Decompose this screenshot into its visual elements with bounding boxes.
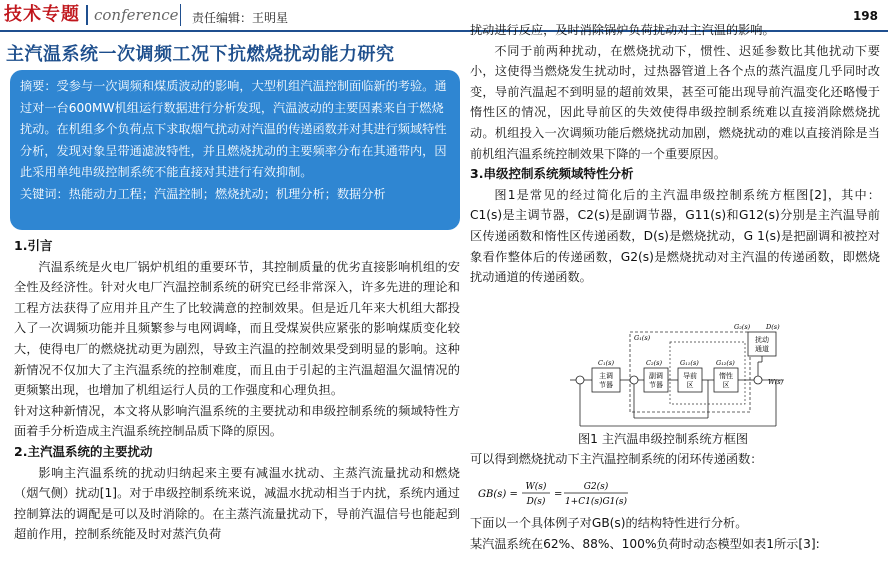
formula-den1: D(s) [526,497,546,507]
right-closing-paragraphs [470,513,880,554]
block-label-disturbance: 扰动 [755,336,769,344]
right-paragraph-6: 某汽温系统在62%、88%、100%负荷时动态模型如表1所示[3]: [470,536,820,551]
right-paragraph-2: 不同于前两种扰动，在燃烧扰动下，惯性、迟延参数比其他扰动下要小，这使得当燃烧发生扰动时，过热器管道上各个点的蒸汽温度几乎同时改变，导前汽温起不到明显的超前效果，甚至可能出现导前汽温变化还略慢于惰性区的情况，因此导前区的失效使得串级控制系统难以直接消除燃烧扰动。机组投入一次调频功能后燃烧扰动加剧，燃烧扰动的难以直接消除是当前机组汽温系统控制效果下降的一个重要原因。 [470,43,880,161]
sum-junction-1 [576,376,584,384]
right-paragraph-5: 下面以一个具体例子对GB(s)的结构特性进行分析。 [470,516,748,530]
figure-caption: 图1 主汽温串级控制系统方框图 [578,432,749,446]
abstract-text: 摘要：受参与一次调频和煤质波动的影响，大型机组汽温控制面临新的考验。通过对一台600MW机组运行数据进行分析发现，汽温波动的主要因素来自于燃烧扰动。在机组多个负荷点下求取烟气扰动对汽温的传递函数并对其进行频域特性分析，发现对象呈带通滤波特性，并且燃烧扰动的主要频率分布在其通带内，因此采用单纯串级控制系统不能直接对其进行有效抑制。 [20,79,447,179]
svg-text:区: 区 [686,381,694,389]
section-2-paragraph-1: 影响主汽温系统的扰动归纳起来主要有减温水扰动、主蒸汽流量扰动和燃烧（烟气侧）扰动[1]。对于串级控制系统来说，减温水扰动相当于内扰，系统内通过控制算法的调配是可以及时消除的。在主蒸汽流量扰动下，导前汽温信号也能起到超前作用，控制系统能及时对蒸汽负荷 [14,465,460,542]
logo-sub-text: conference [94,6,179,24]
block-label-lead-zone: 导前 [683,372,697,380]
label-c2: C₂(s) [646,359,662,367]
label-g11: G₁₁(s) [680,359,699,367]
label-w: W(s) [768,378,784,386]
right-paragraph-4: 可以得到燃烧扰动下主汽温控制系统的闭环传递函数： [470,452,763,466]
formula-lhs: GB(s) = [478,489,518,500]
svg-text:=: = [554,489,563,500]
section-1-paragraph-1: 汽温系统是火电厂锅炉机组的重要环节，其控制质量的优劣直接影响机组的安全性及经济性。针对火电厂汽温控制系统的研究已经非常深入，许多先进的理论和工程方法获得了应用并且产生了比较满意的控制效果。但是近几年来大机组大都投入了一次调频功能并且频繁参与电网调峰，而且受煤炭供应紧张的影响煤质变化较大，使得电厂的燃烧扰动更为剧烈，导致主汽温的控制效果受到明显的影响。这种新情况不仅加大了主汽温系统的控制难度，而且由于引起的主汽温超温欠温情况的更频繁出现，也增加了机组运行人员的工作强度和心理负担。 [14,259,460,398]
formula-num2: G2(s) [583,482,609,492]
sum-junction-3 [754,376,762,384]
label-g1: G₁(s) [634,334,651,342]
block-label-main-regulator: 主调 [599,372,613,380]
section-2-heading: 2.主汽温系统的主要扰动 [14,443,153,459]
section-1-paragraph-2: 针对这种新情况，本文将从影响汽温系统的主要扰动和串级控制系统的频域特性方面着手分析造成主汽温系统控制品质下降的原因。 [14,403,460,439]
right-column [470,20,880,288]
label-g12: G₁₂(s) [716,359,735,367]
abstract-box [10,70,460,230]
formula-num1: W(s) [525,482,547,492]
left-column [14,236,460,545]
svg-text:通道: 通道 [755,345,769,353]
section-3-heading: 3.串级控制系统频域特性分析 [470,166,634,182]
svg-text:区: 区 [722,381,730,389]
right-paragraph-3: 图1是常见的经过简化后的主汽温串级控制系统方框图[2]，其中：C1(s)是主调节器，C2(s)是副调节器，G11(s)和G12(s)分别是主汽温导前区传递函数和惰性区传递函数，D(s)是燃烧扰动，G 1(s)是把副调和被控对象看作整体后的传递函数，G2(s)是燃烧扰动对主汽温的传递函数，即燃烧扰动通道的传递函数。 [470,187,880,285]
sum-junction-2 [630,376,638,384]
label-d: D(s) [766,323,780,331]
editor-credit: 责任编辑：王明星 [192,11,289,25]
right-paragraph-1: 扰动进行反应，及时消除锅炉负荷扰动对主汽温的影响。 [470,23,775,37]
formula-den2: 1+C1(s)G1(s) [564,497,628,507]
label-g2: G₂(s) [734,323,751,331]
article-title: 主汽温系统一次调频工况下抗燃烧扰动能力研究 [6,44,395,65]
label-c1: C₁(s) [598,359,614,367]
transfer-function-formula [478,478,678,508]
header-divider [180,4,181,26]
section-1-heading: 1.引言 [14,238,53,253]
svg-text:节器: 节器 [649,381,663,389]
keywords: 关键词：热能动力工程；汽温控制；燃烧扰动；机理分析；数据分析 [20,186,386,201]
block-label-sub-regulator: 副调 [649,372,663,380]
page-number: 198 [852,9,878,23]
journal-logo [4,4,179,26]
block-diagram [570,322,790,432]
svg-text:节器: 节器 [599,381,613,389]
block-label-inert-zone: 惰性 [719,372,733,380]
logo-main-text: 技术专题 [4,5,88,25]
